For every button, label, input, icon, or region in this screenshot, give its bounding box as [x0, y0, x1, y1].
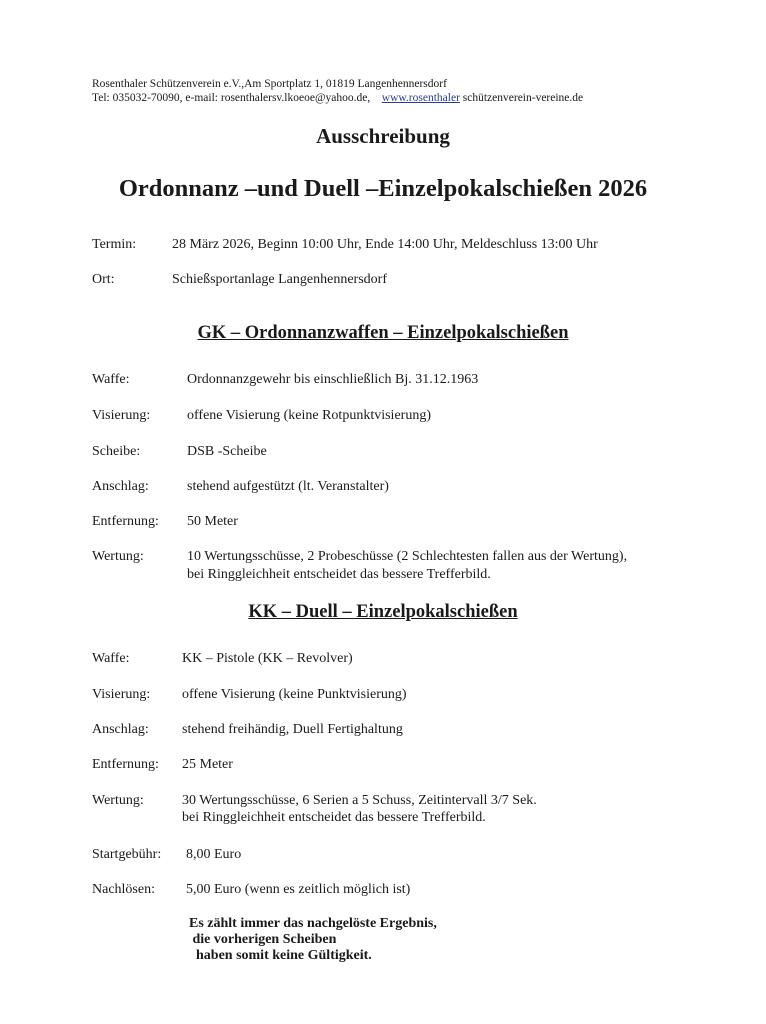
field-value: 25 Meter — [182, 757, 233, 772]
field-value: stehend freihändig, Duell Fertighaltung — [182, 722, 403, 737]
field-value: offene Visierung (keine Punktvisierung) — [182, 687, 407, 702]
field-label: Entfernung: — [92, 514, 159, 529]
field-label: Entfernung: — [92, 757, 159, 772]
field-label: Scheibe: — [92, 444, 141, 459]
field-label: Anschlag: — [92, 479, 149, 494]
field-label: Startgebühr: — [92, 847, 162, 862]
field-value: 50 Meter — [187, 514, 238, 529]
field-label: Wertung: — [92, 793, 144, 808]
website-suffix: schützenverein-vereine.de — [459, 92, 584, 104]
field-label: Wertung: — [92, 549, 144, 564]
section-heading-kk: KK – Duell – Einzelpokalschießen — [248, 602, 518, 622]
field-label: Waffe: — [92, 372, 130, 387]
field-value: 8,00 Euro — [186, 847, 242, 862]
section-heading-gk: GK – Ordonnanzwaffen – Einzelpokalschießen — [197, 323, 569, 343]
info-label: Ort: — [92, 272, 115, 287]
note-line-3: haben somit keine Gültigkeit. — [189, 948, 372, 963]
info-label: Termin: — [92, 237, 137, 252]
field-label: Visierung: — [92, 408, 151, 423]
note-line-1: Es zählt immer das nachgelöste Ergebnis, — [189, 916, 437, 931]
field-label: Visierung: — [92, 687, 151, 702]
website-link[interactable]: www.rosenthaler — [381, 92, 460, 104]
field-value: 5,00 Euro (wenn es zeitlich möglich ist) — [186, 882, 411, 897]
event-title: Ordonnanz –und Duell –Einzelpokalschießen 2026 — [118, 175, 648, 202]
field-value: offene Visierung (keine Rotpunktvisierung) — [187, 408, 431, 423]
field-value: DSB -Scheibe — [187, 444, 267, 459]
club-contact — [92, 91, 583, 105]
field-label: Waffe: — [92, 651, 130, 666]
note-line-2: die vorherigen Scheiben — [189, 932, 337, 947]
field-label: Anschlag: — [92, 722, 149, 737]
info-value: 28 März 2026, Beginn 10:00 Uhr, Ende 14:00 Uhr, Meldeschluss 13:00 Uhr — [172, 237, 598, 252]
field-label: Nachlösen: — [92, 882, 155, 897]
document-title: Ausschreibung — [316, 124, 450, 148]
gk-row-wertung-cont: bei Ringgleichheit entscheidet das bessere Trefferbild. — [187, 567, 491, 582]
field-value: stehend aufgestützt (lt. Veranstalter) — [187, 479, 389, 494]
field-value: 30 Wertungsschüsse, 6 Serien a 5 Schuss, Zeitintervall 3/7 Sek. — [182, 793, 537, 808]
info-value: Schießsportanlage Langenhennersdorf — [172, 272, 387, 287]
club-address: Rosenthaler Schützenverein e.V.,Am Sportplatz 1, 01819 Langenhennersdorf — [92, 78, 447, 90]
contact-text: Tel: 035032-70090, e-mail: rosenthalersv.lkoeoe@yahoo.de, — [92, 92, 371, 104]
field-value: 10 Wertungsschüsse, 2 Probeschüsse (2 Schlechtesten fallen aus der Wertung), — [187, 549, 628, 564]
field-value: KK – Pistole (KK – Revolver) — [182, 651, 353, 666]
field-value: Ordonnanzgewehr bis einschließlich Bj. 31.12.1963 — [187, 372, 479, 387]
kk-row-wertung-cont: bei Ringgleichheit entscheidet das bessere Trefferbild. — [182, 810, 486, 825]
